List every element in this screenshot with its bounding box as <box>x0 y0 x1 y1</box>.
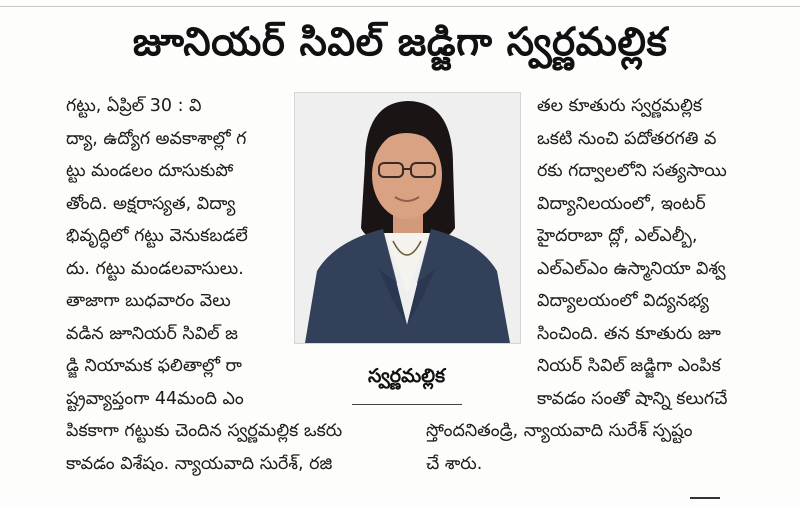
text-line: రకు గద్వాలలోని సత్యసాయి <box>537 161 727 181</box>
text-line: ఎల్ఎల్ఎం ఉస్మానియా విశ్వ <box>537 258 726 279</box>
text-line: భివృద్ధిలో గట్టు వెనుకబడలే <box>66 226 248 246</box>
text-line: గట్టు, ఏప్రిల్ 30 : వి <box>66 96 202 116</box>
text-line: ష్ట్రవ్యాప్తంగా 44మంది ఎం <box>66 388 244 409</box>
text-line: కావడం విశేషం. న్యాయవాది సురేశ్, రజి <box>66 453 333 474</box>
text-line: విద్యాలయంలో విద్యనభ్య <box>537 291 709 311</box>
bottom-right-text <box>426 415 776 480</box>
portrait-photo <box>294 92 521 344</box>
text-line: తోంది. అక్షరాస్యత, విద్యా <box>66 193 236 214</box>
text-line: చే శారు. <box>426 453 483 474</box>
text-line: ద్యా, ఉద్యోగ అవకాశాల్లో గ <box>66 128 247 149</box>
text-line: నియర్ సివిల్ జడ్జిగా ఎంపిక <box>537 356 721 376</box>
text-line: సించింది. తన కూతురు జూ <box>537 323 721 344</box>
text-line: విద్యానిలయంలో, ఇంటర్ <box>537 193 706 214</box>
text-line: ఒకటి నుంచి పదోతరగతి వ <box>537 128 717 149</box>
text-line: ట్టు మండలం దూసుకుపో <box>66 161 234 181</box>
bottom-mark <box>690 497 720 505</box>
bottom-left-text <box>66 415 426 480</box>
portrait-illustration <box>295 93 520 343</box>
text-line: దు. గట్టు మండలవాసులు. <box>66 258 244 279</box>
text-line: పికకాగా గట్టుకు చెందిన స్వర్ణమల్లిక ఒకరు <box>66 421 343 441</box>
text-line: స్తోందనితండ్రి, న్యాయవాది సురేశ్ స్పష్టం <box>426 421 693 441</box>
left-column <box>66 90 281 415</box>
caption-rule <box>352 404 462 405</box>
photo-caption: స్వర్ణమల్లిక <box>367 365 446 387</box>
headline: జూనియర్ సివిల్ జడ్జిగా స్వర్ణమల్లిక <box>132 20 668 65</box>
top-rule <box>0 0 800 7</box>
text-line: తల కూతురు స్వర్ణమల్లిక <box>537 96 703 116</box>
text-line: తాజాగా బుధవారం వెలు <box>66 291 231 311</box>
text-line: వడిన జూనియర్ సివిల్ జ <box>66 323 238 344</box>
text-line: డ్జి నియామక ఫలితాల్లో రా <box>66 356 242 376</box>
text-line: కావడం సంతో షాన్ని కలుగచే <box>537 388 728 409</box>
right-column <box>537 90 777 415</box>
text-line: హైదరాబా ద్లో, ఎల్ఎల్బీ, <box>537 226 698 246</box>
